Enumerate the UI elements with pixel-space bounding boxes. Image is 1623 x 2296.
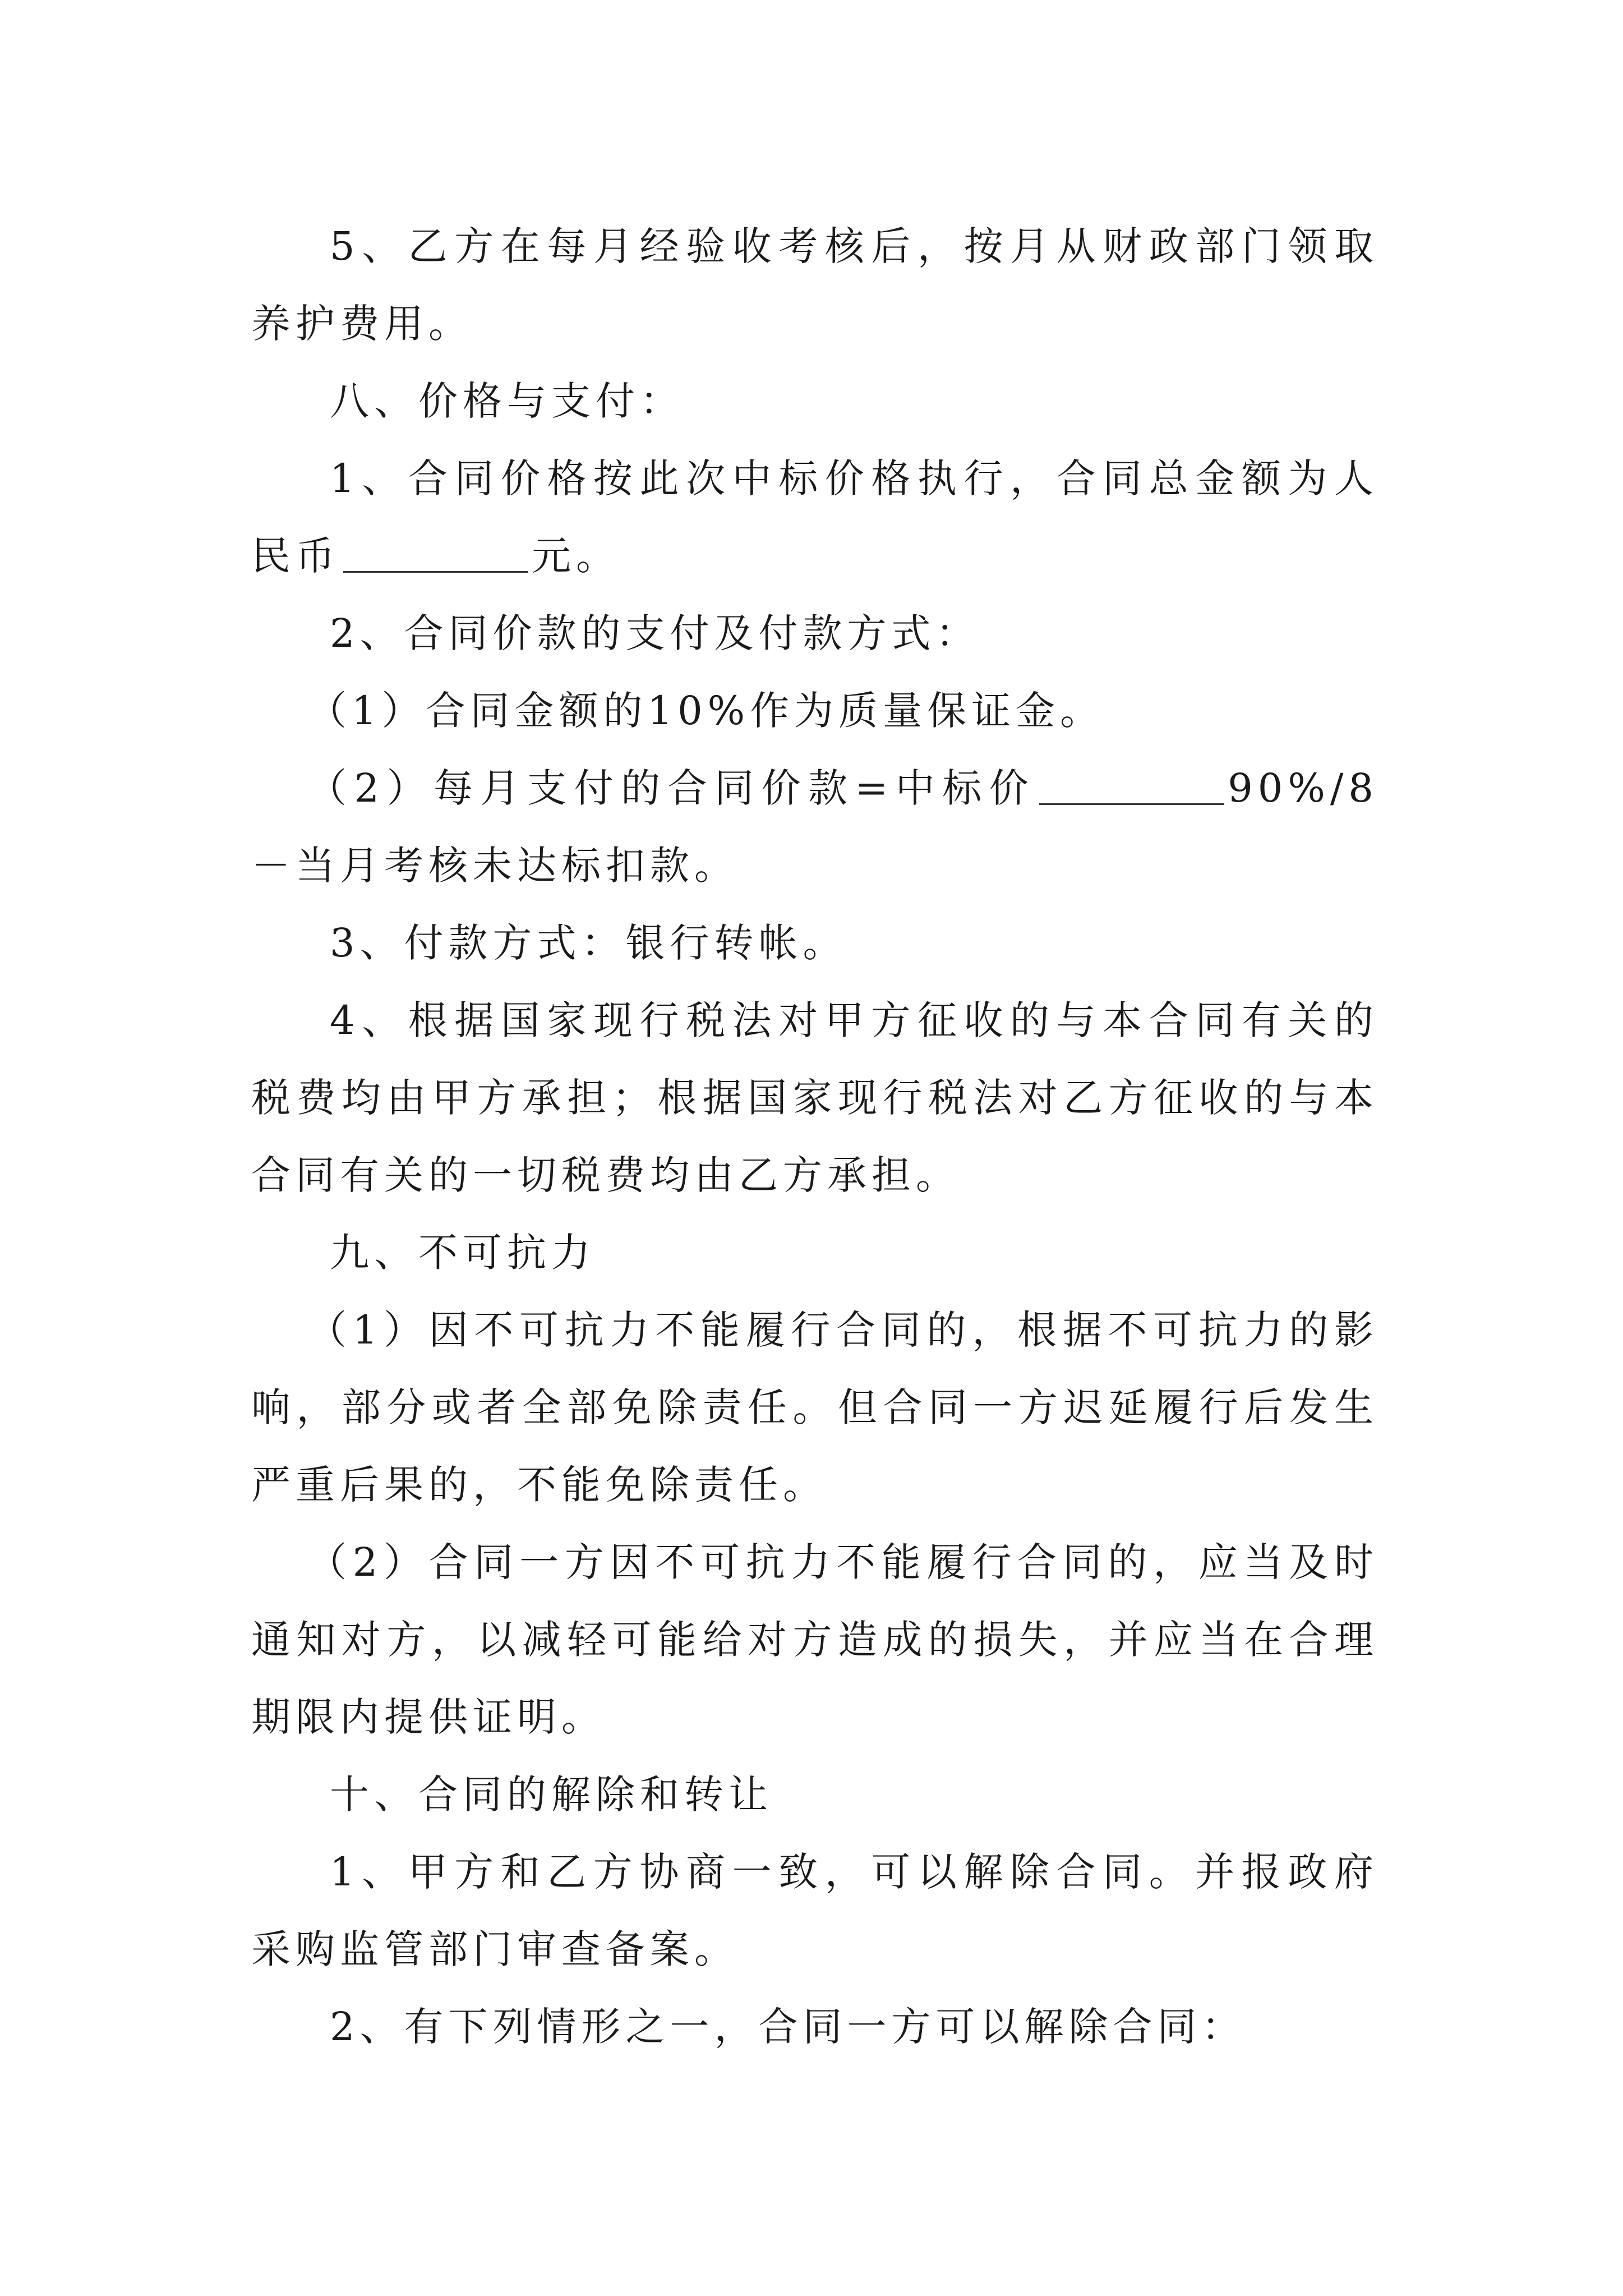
monthly-payment-formula: 90%/8－当月考核未达标扣款。 (251, 765, 1378, 889)
contract-price-text: 1、合同价格按此次中标价格执行，合同总金额为人民币 (251, 455, 1378, 579)
paragraph-taxes: 4、根据国家现行税法对甲方征收的与本合同有关的税费均由甲方承担；根据国家现行税法对乙方征收的与本合同有关的一切税费均由乙方承担。 (251, 997, 1378, 1198)
paragraph-contract-price (251, 440, 1378, 595)
paragraph-force-majeure-1: （1）因不可抗力不能履行合同的，根据不可抗力的影响，部分或者全部免除责任。但合同一方迟延履行后发生严重后果的，不能免除责任。 (251, 1307, 1378, 1508)
document-body (251, 208, 1378, 2065)
paragraph-monthly-payment (251, 749, 1378, 904)
paragraph-payment-receipt: 5、乙方在每月经验收考核后，按月从财政部门领取养护费用。 (251, 223, 1378, 347)
monthly-payment-text: （2）每月支付的合同价款=中标价 (307, 765, 1036, 811)
section-heading-termination: 十、合同的解除和转让 (330, 1772, 773, 1818)
paragraph-mutual-termination: 1、甲方和乙方协商一致，可以解除合同。并报政府采购监管部门审查备案。 (251, 1849, 1378, 1972)
paragraph-payment-method-heading: 2、合同价款的支付及付款方式： (330, 610, 980, 656)
section-heading-price-payment: 八、价格与支付： (330, 378, 684, 424)
paragraph-bank-transfer: 3、付款方式：银行转帐。 (330, 920, 847, 966)
amount-blank-field (343, 537, 528, 573)
paragraph-force-majeure-2: （2）合同一方因不可抗力不能履行合同的，应当及时通知对方，以减轻可能给对方造成的损失，并应当在合理期限内提供证明。 (251, 1539, 1378, 1740)
paragraph-termination-conditions: 2、有下列情形之一，合同一方可以解除合同： (330, 2004, 1246, 2050)
bid-price-blank-field (1039, 770, 1224, 805)
contract-price-unit: 元。 (532, 533, 620, 579)
section-heading-force-majeure: 九、不可抗力 (330, 1230, 596, 1276)
paragraph-quality-deposit: （1）合同金额的10%作为质量保证金。 (307, 688, 1105, 734)
